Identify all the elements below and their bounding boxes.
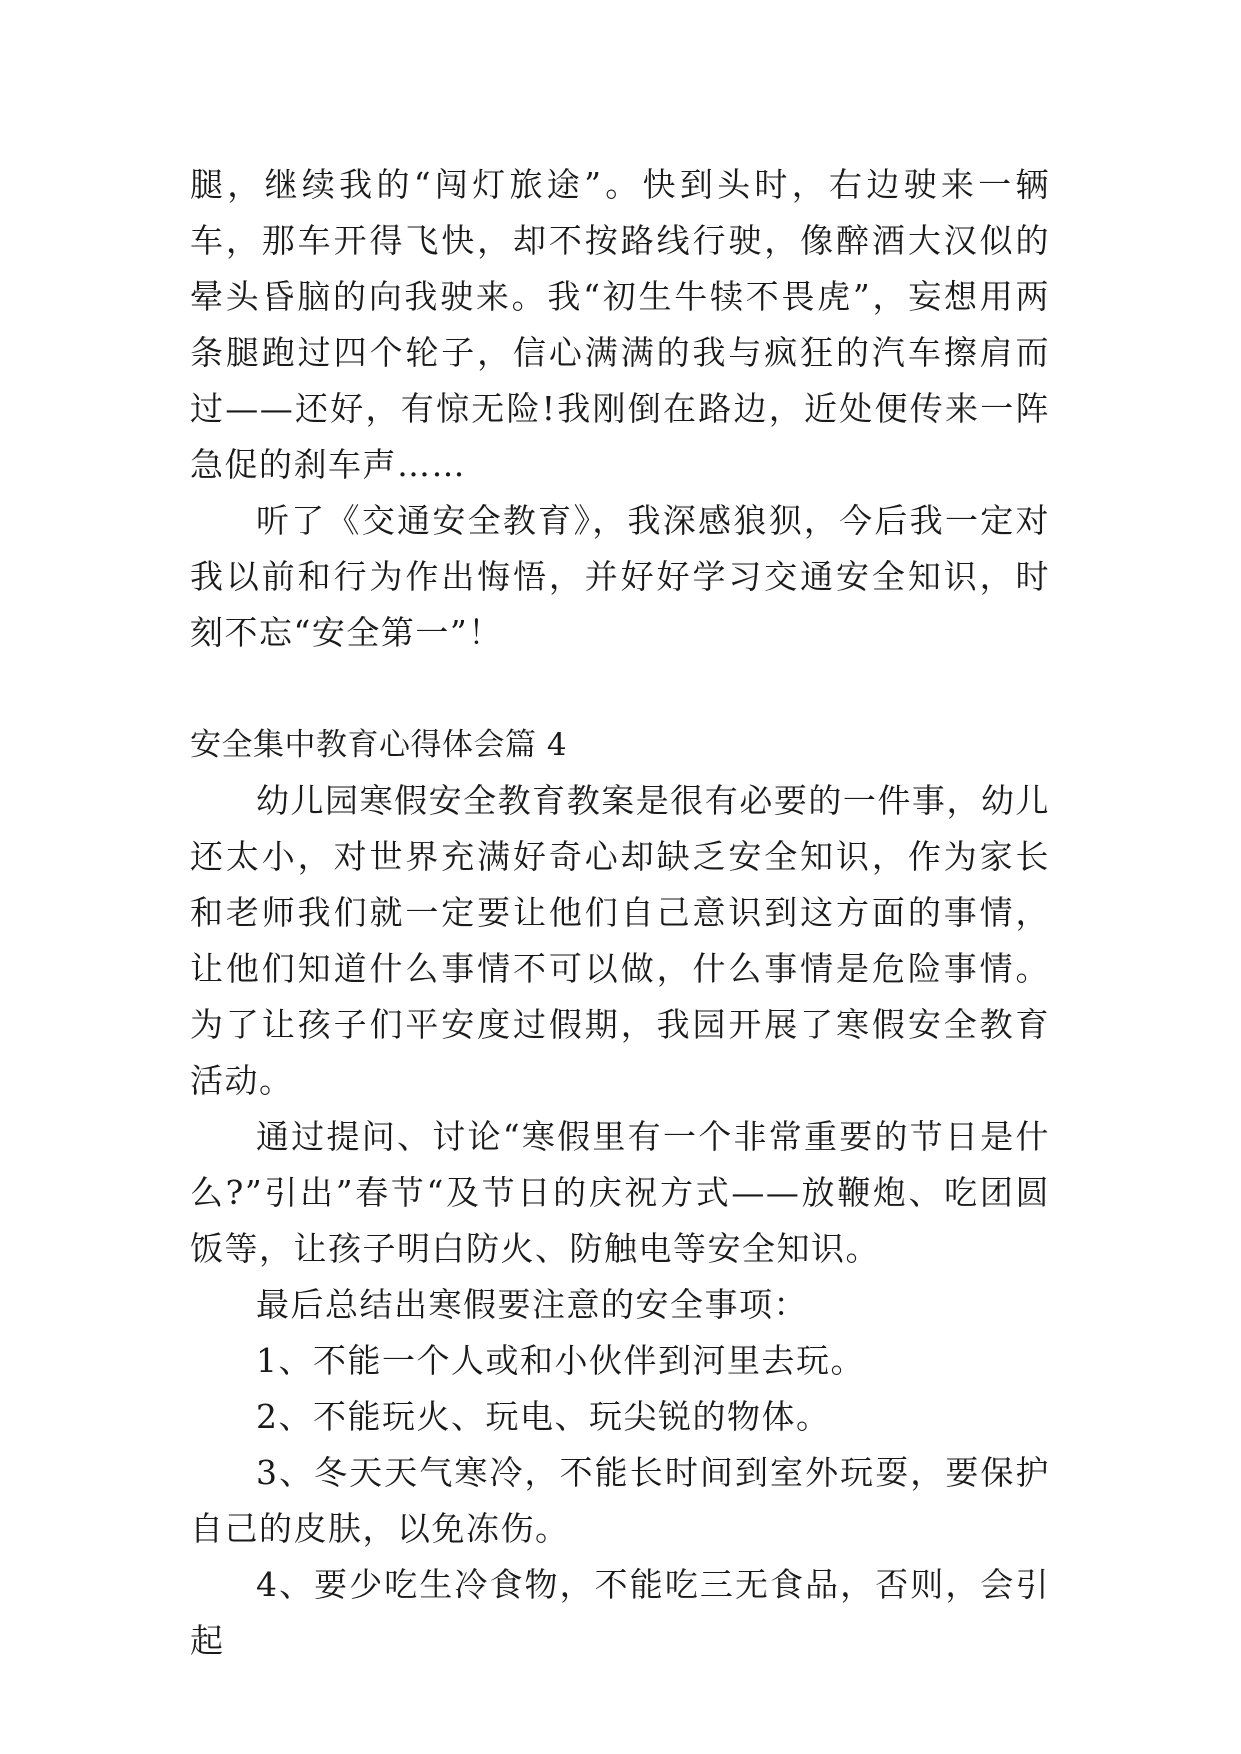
list-item-1: 1、不能一个人或和小伙伴到河里去玩。 xyxy=(256,1341,865,1380)
document-page xyxy=(190,157,1050,1669)
paragraph-summary: 最后总结出寒假要注意的安全事项： xyxy=(256,1285,808,1324)
paragraph-intro: 幼儿园寒假安全教育教案是很有必要的一件事，幼儿还太小，对世界充满好奇心却缺乏安全知识，作为家长和老师我们就一定要让他们自己意识到这方面的事情，让他们知道什么事情不可以做，什么事情是危险事情。为了让孩子们平安度过假期，我园开展了寒假安全教育活动。 xyxy=(190,781,1050,1100)
list-item-4: 4、要少吃生冷食物，不能吃三无食品，否则，会引起 xyxy=(190,1565,1050,1660)
section-title: 安全集中教育心得体会篇 4 xyxy=(190,727,568,763)
paragraph-activity: 通过提问、讨论“寒假里有一个非常重要的节日是什么?”引出”春节“及节日的庆祝方式——放鞭炮、吃团圆饭等，让孩子明白防火、防触电等安全知识。 xyxy=(190,1117,1050,1268)
paragraph-continued: 腿，继续我的“闯灯旅途”。快到头时，右边驶来一辆车，那车开得飞快，却不按路线行驶，像醉酒大汉似的晕头昏脑的向我驶来。我“初生牛犊不畏虎”，妄想用两条腿跑过四个轮子，信心满满的我与疯狂的汽车擦肩而过——还好，有惊无险!我刚倒在路边，近处便传来一阵急促的刹车声…… xyxy=(190,165,1050,484)
list-item-2: 2、不能玩火、玩电、玩尖锐的物体。 xyxy=(256,1397,831,1436)
list-item-3: 3、冬天天气寒冷，不能长时间到室外玩耍，要保护自己的皮肤，以免冻伤。 xyxy=(190,1453,1050,1548)
paragraph-conclusion: 听了《交通安全教育》，我深感狼狈，今后我一定对我以前和行为作出悔悟，并好好学习交通安全知识，时刻不忘“安全第一”！ xyxy=(190,501,1050,652)
